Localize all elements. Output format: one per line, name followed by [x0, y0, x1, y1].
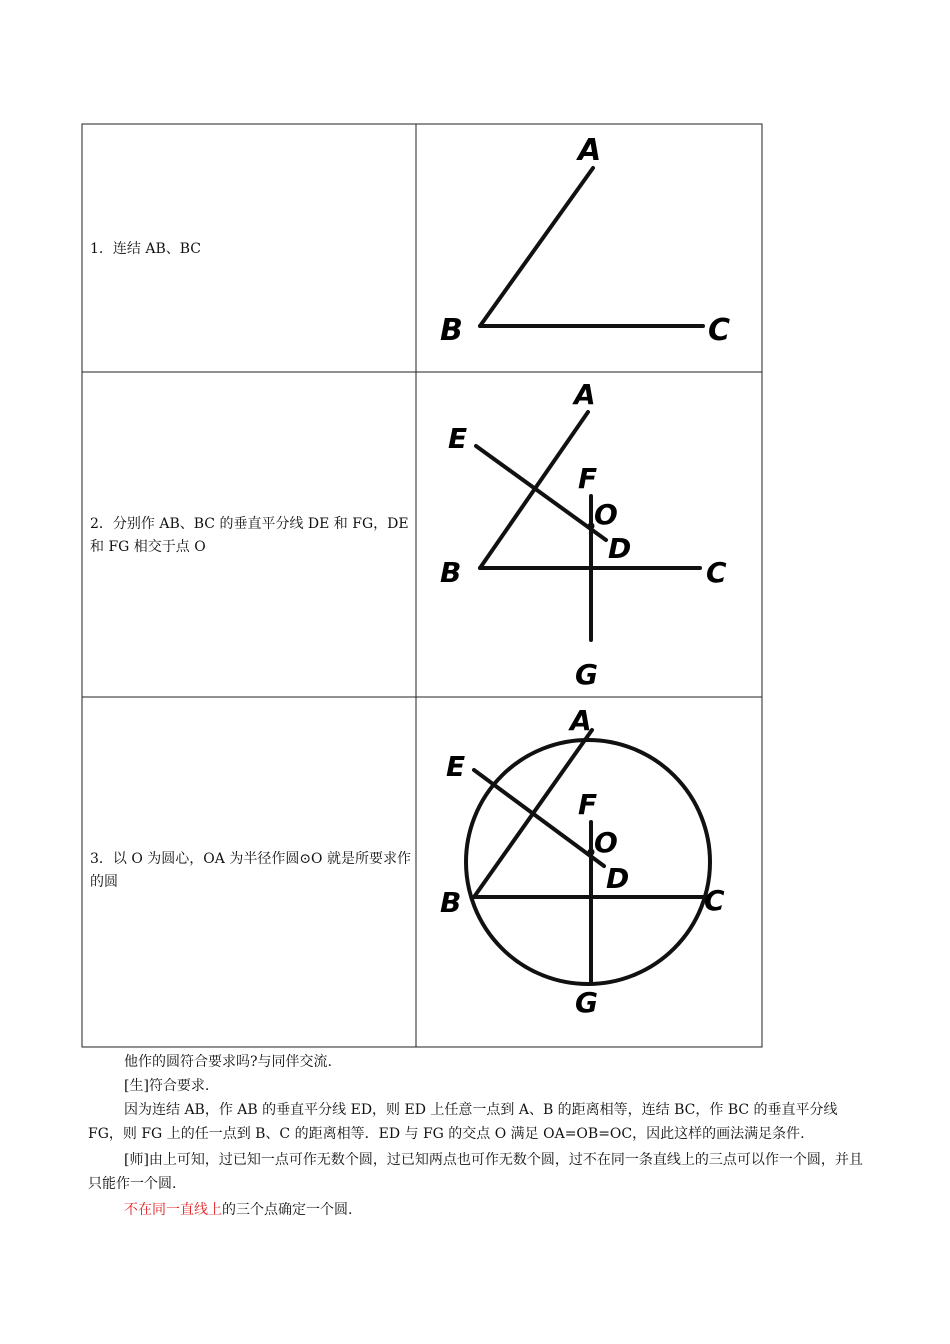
- paragraph-student-answer: [生]符合要求.: [124, 1078, 210, 1094]
- label-b: B: [440, 556, 462, 589]
- label-f: F: [578, 788, 598, 821]
- paragraph-conclusion: [88, 1198, 868, 1222]
- paragraph-teacher-summary: [师]由上可知，过已知一点可作无数个圆，过已知两点也可作无数个圆，过不在同一条直线上的三点可以作一个圆，并且只能作一个圆.: [88, 1152, 863, 1192]
- label-f: F: [578, 462, 598, 495]
- step-3-text: 3．以 O 为圆心，OA 为半径作圆⊙O 就是所要求作的圆: [90, 851, 411, 890]
- label-b: B: [440, 313, 463, 348]
- label-e: E: [446, 750, 466, 783]
- label-d: D: [606, 862, 630, 895]
- label-o: O: [594, 826, 618, 859]
- label-a: A: [570, 704, 592, 737]
- label-e: E: [448, 422, 468, 455]
- conclusion-text: 的三个点确定一个圆.: [222, 1202, 353, 1218]
- label-a: A: [578, 133, 602, 168]
- label-c: C: [708, 313, 731, 348]
- label-g: G: [575, 658, 598, 691]
- paragraph-explanation: 因为连结 AB，作 AB 的垂直平分线 ED，则 ED 上任意一点到 A、B 的距离相等，连结 BC，作 BC 的垂直平分线 FG，则 FG 上的任一点到 B、C 的距离相等．ED 与 FG 的交点 O 满足 OA=OB=OC，因此这样的画法满足条件.: [88, 1102, 838, 1142]
- label-o: O: [594, 498, 618, 531]
- step-1-text: 1．连结 AB、BC: [90, 241, 202, 257]
- circle-o: [466, 740, 710, 984]
- label-a: A: [574, 378, 596, 411]
- label-c: C: [706, 556, 727, 589]
- label-c: C: [704, 884, 725, 917]
- paragraph-question: 他作的圆符合要求吗?与同伴交流.: [124, 1054, 332, 1070]
- label-g: G: [575, 986, 598, 1019]
- label-d: D: [608, 532, 632, 565]
- step-2-text: 2．分别作 AB、BC 的垂直平分线 DE 和 FG，DE 和 FG 相交于点 O: [90, 516, 409, 555]
- label-b: B: [440, 886, 462, 919]
- highlight-text: 不在同一直线上: [124, 1202, 222, 1218]
